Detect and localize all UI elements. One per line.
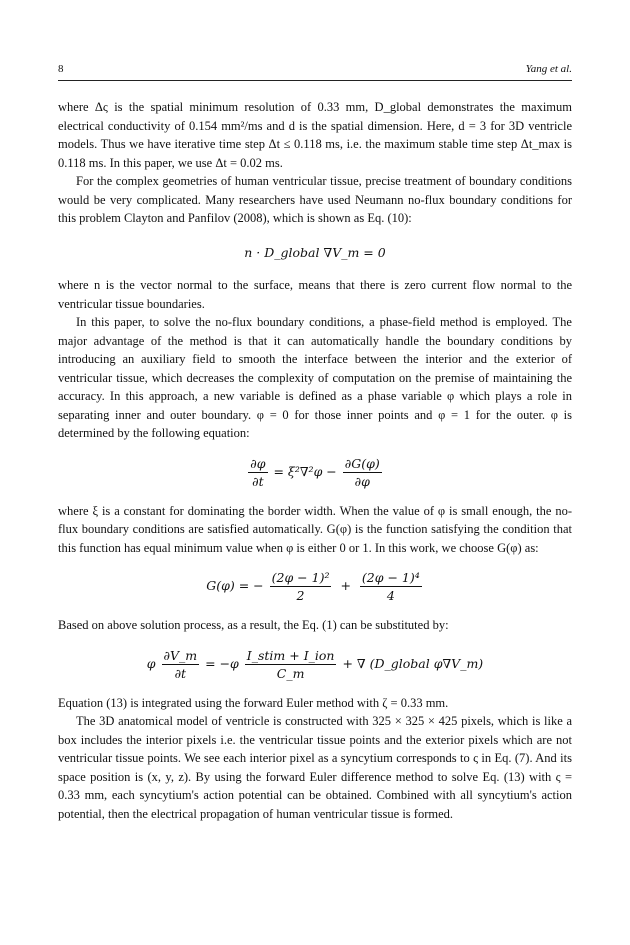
- running-header: [58, 63, 572, 81]
- equation-13-prefix: φ: [146, 655, 156, 671]
- equation-phase-field-middle: = ξ²∇²φ −: [273, 463, 337, 479]
- paragraph-forward-euler: Equation (13) is integrated using the forward Euler method with ζ = 0.33 mm.: [58, 695, 449, 710]
- equation-neumann-text: n · D_global ∇V_m = 0: [244, 244, 386, 260]
- paragraph-anatomical-model: The 3D anatomical model of ventricle is constructed with 325 × 325 × 425 pixels, which is like a box includes the interior pixels i.e. the ventricular tissue points and the exterior pixels which are not ventricular tissue points. We see each interior pixel as a syncytium corresponds to ς in Eq. (7). And its space position is (x, y, z). By using the forward Euler difference method to solve Eq. (13) with ς = 0.33 mm, each syncytium's action potential can be obtained. Combined with all syncytium's action potential, then the electrical propagation of human ventricular tissue is formed.: [58, 714, 572, 821]
- equation-g-phi: [58, 569, 572, 604]
- fraction-dvm-dt: $\frac{\partial V\_m}{\partial t}$: [163, 647, 198, 681]
- running-head-authors: Yang et al.: [525, 63, 572, 75]
- plus-operator: +: [340, 578, 351, 593]
- equation-phase-field: [58, 455, 572, 490]
- equation-neumann-no-flux: [58, 244, 572, 263]
- paragraph-border-width: where ξ is a constant for dominating the border width. When the value of φ is small enough, the no-flux boundary conditions are satisfied automatically. G(φ) is the function satisfying the condition that this function has equal minimum value when φ is either 0 or 1. In this work, we choose G(φ) as:: [58, 503, 572, 555]
- fraction-currents-over-cm: $\frac{\text{I\_stim + I\_ion}}{C\_m}$: [246, 647, 335, 681]
- equation-13: [58, 647, 572, 682]
- fraction-dphi-dt: $\frac{\partial\varphi}{\partial t}$: [250, 455, 266, 489]
- equation-g-phi-lhs: G(φ) = −: [206, 578, 264, 593]
- body-text: [58, 98, 572, 823]
- equation-13-middle: = −φ: [205, 655, 239, 671]
- fraction-square-term: $\frac{\text{(2φ − 1)²}}{2}$: [271, 570, 330, 603]
- paragraph-boundary-conditions: For the complex geometries of human ventricular tissue, precise treatment of boundary conditions would be very complicated. Many researchers have used Neumann no-flux boundary conditions for this problem Clayton and Panfilov (2008), which is shown as Eq. (10):: [58, 174, 572, 225]
- fraction-quartic-term: $\frac{\text{(2φ − 1)⁴}}{4}$: [361, 570, 420, 603]
- equation-13-suffix: + ∇ (D_global φ∇V_m): [342, 655, 484, 671]
- header-rule: [58, 80, 572, 81]
- paragraph-time-step: where Δς is the spatial minimum resolution of 0.33 mm, D_global demonstrates the maximum electrical conductivity of 0.154 mm²/ms and d is the spatial dimension. Here, d = 3 for 3D ventricle models. Thus we have iterative time step Δt ≤ 0.118 ms, i.e. the maximum stable time step Δt_max is 0.118 ms. In this paper, we use Δt = 0.02 ms.: [58, 100, 572, 170]
- paragraph-substitution: Based on above solution process, as a result, the Eq. (1) can be substituted by:: [58, 618, 449, 632]
- fraction-dG-dphi: $\frac{\partial G(\varphi)}{\partial\varphi}$: [344, 455, 380, 489]
- paragraph-phase-field: In this paper, to solve the no-flux boundary conditions, a phase-field method is employed. The major advantage of the method is that it can automatically handle the boundary conditions by introducing an auxiliary field to smooth the interface between the interior and the exterior of ventricular tissue, which decreases the complexity of computation on the premise of maintaining the accuracy. In this approach, a new variable is defined as a phase variable φ which plays a role in separating inner and outer boundary. φ = 0 for those inner points and φ = 1 for the outer. φ is determined by the following equation:: [58, 315, 572, 440]
- page-number: 8: [58, 63, 64, 75]
- paragraph-normal-vector: where n is the vector normal to the surface, means that there is zero current flow normal to the ventricular tissue boundaries.: [58, 278, 572, 311]
